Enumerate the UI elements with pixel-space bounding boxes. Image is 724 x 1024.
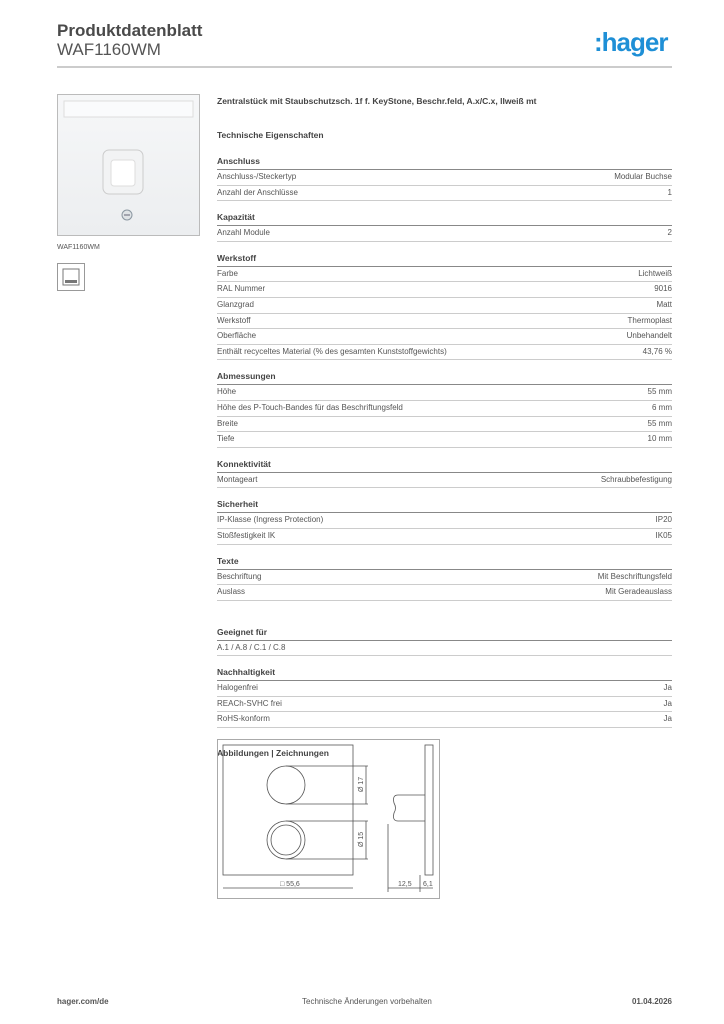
property-label: Stoßfestigkeit IK [217, 530, 276, 540]
property-value: 55 mm [647, 418, 672, 428]
header-divider [57, 66, 672, 68]
property-label: Oberfläche [217, 331, 257, 341]
property-value: Schraubbefestigung [600, 474, 672, 484]
dim-width: □ 55,6 [280, 881, 300, 888]
property-label: Beschriftung [217, 571, 262, 581]
image-caption: WAF1160WM [57, 244, 100, 251]
property-row [217, 432, 672, 448]
property-label: Enthält recyceltes Material (% des gesamten Kunststoffgewichts) [217, 346, 447, 356]
property-label: Höhe [217, 387, 237, 397]
section-title: Sicherheit [217, 497, 672, 513]
hager-logo: :hager [594, 27, 668, 57]
property-row [217, 712, 672, 728]
property-value: Lichtweiß [638, 268, 672, 278]
footer-date: 01.04.2026 [631, 997, 672, 1006]
section-abmessungen [217, 369, 672, 447]
property-value: IK05 [655, 530, 672, 540]
property-row [217, 585, 672, 601]
product-details [217, 94, 672, 761]
property-value: 1 [667, 187, 672, 197]
property-row [217, 529, 672, 545]
property-row [217, 401, 672, 417]
property-label: REACh-SVHC frei [217, 698, 282, 708]
property-label: Anschluss-/Steckertyp [217, 172, 297, 181]
property-value: IP20 [655, 515, 672, 525]
section-title: Anschluss [217, 154, 672, 170]
dim-depth1: 12,5 [398, 881, 412, 888]
section-title: Texte [217, 554, 672, 570]
tech-heading: Technische Eigenschaften [217, 130, 324, 140]
property-row [217, 314, 672, 330]
product-description: Zentralstück mit Staubschutzsch. 1f f. KeyStone, Beschr.feld, A.x/C.x, lIweiß mt [217, 96, 537, 106]
property-value: 43,76 % [642, 346, 672, 356]
property-label: Halogenfrei [217, 683, 258, 693]
property-label: Auslass [217, 587, 246, 597]
property-label: Anzahl der Anschlüsse [217, 187, 298, 197]
section-nachhaltigkeit [217, 665, 672, 728]
property-value: 10 mm [647, 434, 672, 444]
section-texte [217, 554, 672, 601]
property-value: Matt [656, 299, 672, 309]
property-label: Montageart [217, 474, 258, 484]
property-row [217, 385, 672, 401]
property-row [217, 570, 672, 586]
property-row [217, 186, 672, 202]
property-row [217, 267, 672, 283]
property-value: 55 mm [647, 387, 672, 397]
dim-depth2: 6,1 [423, 881, 433, 888]
property-row [217, 329, 672, 345]
property-row [217, 641, 672, 657]
property-row [217, 417, 672, 433]
section-title: Kapazität [217, 210, 672, 226]
property-value: Ja [663, 698, 672, 708]
product-thumbnail-icon[interactable] [57, 263, 85, 291]
section-title: Konnektivität [217, 457, 672, 473]
property-row [217, 697, 672, 713]
section-werkstoff [217, 251, 672, 361]
dim-d2: Ø 15 [358, 831, 365, 847]
property-row [217, 681, 672, 697]
section-title: Geeignet für [217, 625, 672, 641]
product-code: WAF1160WM [57, 40, 161, 59]
property-label: Breite [217, 418, 238, 428]
property-value: Ja [663, 714, 672, 724]
keystone-module-icon [58, 95, 199, 235]
property-row [217, 170, 672, 186]
property-label: Glanzgrad [217, 299, 254, 309]
property-label: Höhe des P-Touch-Bandes für das Beschriftungsfeld [217, 402, 403, 412]
property-label: RAL Nummer [217, 284, 266, 294]
property-label: Werkstoff [217, 315, 251, 325]
section-sicherheit [217, 497, 672, 544]
footer-disclaimer: Technische Änderungen vorbehalten [302, 997, 432, 1006]
page-title: Produktdatenblatt [57, 21, 203, 40]
property-value: Thermoplast [627, 315, 672, 325]
property-label: IP-Klasse (Ingress Protection) [217, 515, 324, 525]
property-label: RoHS-konform [217, 714, 270, 724]
property-value: Mit Beschriftungsfeld [597, 571, 672, 581]
section-kapazit-t [217, 210, 672, 242]
technical-drawing [217, 739, 440, 899]
property-label: Anzahl Module [217, 228, 270, 238]
property-value: 6 mm [652, 402, 672, 412]
figures-heading: Abbildungen | Zeichnungen [217, 748, 329, 759]
section-title: Werkstoff [217, 251, 672, 267]
property-row [217, 298, 672, 314]
section-anschluss [217, 154, 672, 201]
property-row [217, 345, 672, 361]
property-label: Tiefe [217, 434, 235, 444]
section-title: Abmessungen [217, 369, 672, 385]
property-value: Ja [663, 683, 672, 693]
property-value: 9016 [654, 284, 672, 294]
property-label: A.1 / A.8 / C.1 / C.8 [217, 642, 286, 652]
property-value: 2 [667, 228, 672, 238]
property-row [217, 473, 672, 489]
section-geeignet-f-r [217, 625, 672, 657]
property-value: Modular Buchse [614, 172, 672, 181]
property-row [217, 226, 672, 242]
property-label: Farbe [217, 268, 238, 278]
property-value: Mit Geradeauslass [605, 587, 672, 597]
section-konnektivit-t [217, 457, 672, 489]
product-image [57, 94, 200, 236]
dim-d1: Ø 17 [358, 776, 365, 792]
property-row [217, 513, 672, 529]
footer-website-link[interactable]: hager.com/de [57, 997, 109, 1006]
property-value: Unbehandelt [626, 331, 672, 341]
property-row [217, 282, 672, 298]
section-title: Nachhaltigkeit [217, 665, 672, 681]
